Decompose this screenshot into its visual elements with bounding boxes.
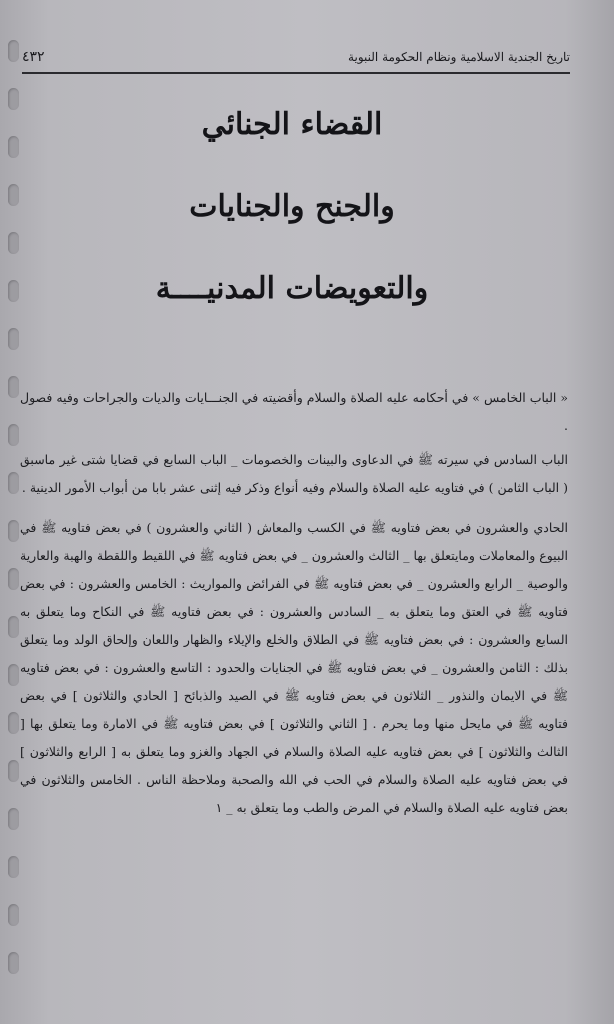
- binding-hole: [8, 616, 19, 638]
- paragraph-chapter-five: « الباب الخامس » في أحكامه عليه الصلاة والسلام وأقضيته في الجنـــايات والديات والجراحات وفيه فصول .: [20, 390, 568, 433]
- binding-hole: [8, 88, 19, 110]
- page-number: ٤٣٢: [22, 49, 45, 65]
- binding-hole: [8, 376, 19, 398]
- binding-hole: [8, 424, 19, 446]
- binding-hole: [8, 184, 19, 206]
- binding-hole: [8, 232, 19, 254]
- binding-hole: [8, 472, 19, 494]
- binding-hole: [8, 664, 19, 686]
- title-line-1: القضاء الجنائي: [201, 107, 383, 142]
- running-title: تاريخ الجندية الاسلامية ونظام الحكومة النبوية: [348, 50, 570, 64]
- binding-hole: [8, 712, 19, 734]
- title-line-2: والجنح والجنايات: [189, 189, 395, 224]
- binding-hole: [8, 808, 19, 830]
- paragraph-fatwa-sections: الحادي والعشرون في بعض فتاويه ﷺ في الكسب والمعاش ( الثاني والعشرون ) في بعض فتاويه ﷺ في البيوع والمعاملات ومايتعلق بها _ الثالث والعشرون _ في بعض فتاويه ﷺ في اللقيط واللقطة والهبة والعارية والوصية _ الرابع والعشرون _ في بعض فتاويه ﷺ في الفرائض والمواريث : الخامس والعشرون : في بعض فتاويه ﷺ في العتق وما يتعلق به _ السادس والعشرون : في بعض فتاويه ﷺ في النكاح وما يتعلق به السابع والعشرون : في بعض فتاويه ﷺ في الطلاق والخلع والإيلاء والظهار واللعان وإلحاق الولد وما يتعلق بذلك : الثامن والعشرون _ في بعض فتاويه ﷺ في الجنايات والحدود : التاسع والعشرون : في بعض فتاويه ﷺ في الايمان والنذور _ الثلاثون في بعض فتاويه ﷺ في الصيد والذبائح [ الحادي والثلاثون ] في بعض فتاويه ﷺ في مايحل منها وما يحرم . [ الثاني والثلاثون ] في بعض فتاويه ﷺ في الامارة وما يتعلق بها [ الثالث والثلاثون ] في بعض فتاويه عليه الصلاة والسلام في الجهاد والغزو وما يتعلق به [ الرابع والثلاثون ] في بعض فتاويه عليه الصلاة والسلام في الحب في الله والصحبة وملاحظة الناس . الخامس والثلاثون في بعض فتاويه عليه الصلاة والسلام في المرض والطب وما يتعلق به _ ١: [20, 520, 568, 815]
- binding-hole: [8, 520, 19, 542]
- binding-hole: [8, 568, 19, 590]
- binding-hole: [8, 856, 19, 878]
- title-line-3: والتعويضات المدنيــــة: [155, 271, 429, 306]
- binding-hole: [8, 136, 19, 158]
- chapter-title: [120, 104, 464, 304]
- binding-hole: [8, 952, 19, 974]
- binding-hole: [8, 904, 19, 926]
- binding-hole: [8, 40, 19, 62]
- paragraph-chapters-six-to-eight: الباب السادس في سيرته ﷺ في الدعاوى والبينات والخصومات _ الباب السابع في قضايا شتى غير ماسبق ( الباب الثامن ) في فتاويه عليه الصلاة والسلام وفيه أنواع وذكر فيه إثنى عشر بابا من أبواب الأمور الدينية .: [20, 452, 568, 495]
- binding-hole: [8, 280, 19, 302]
- body-text: [20, 384, 568, 834]
- binding-hole: [8, 760, 19, 782]
- binding-hole: [8, 328, 19, 350]
- page-header: [22, 42, 570, 74]
